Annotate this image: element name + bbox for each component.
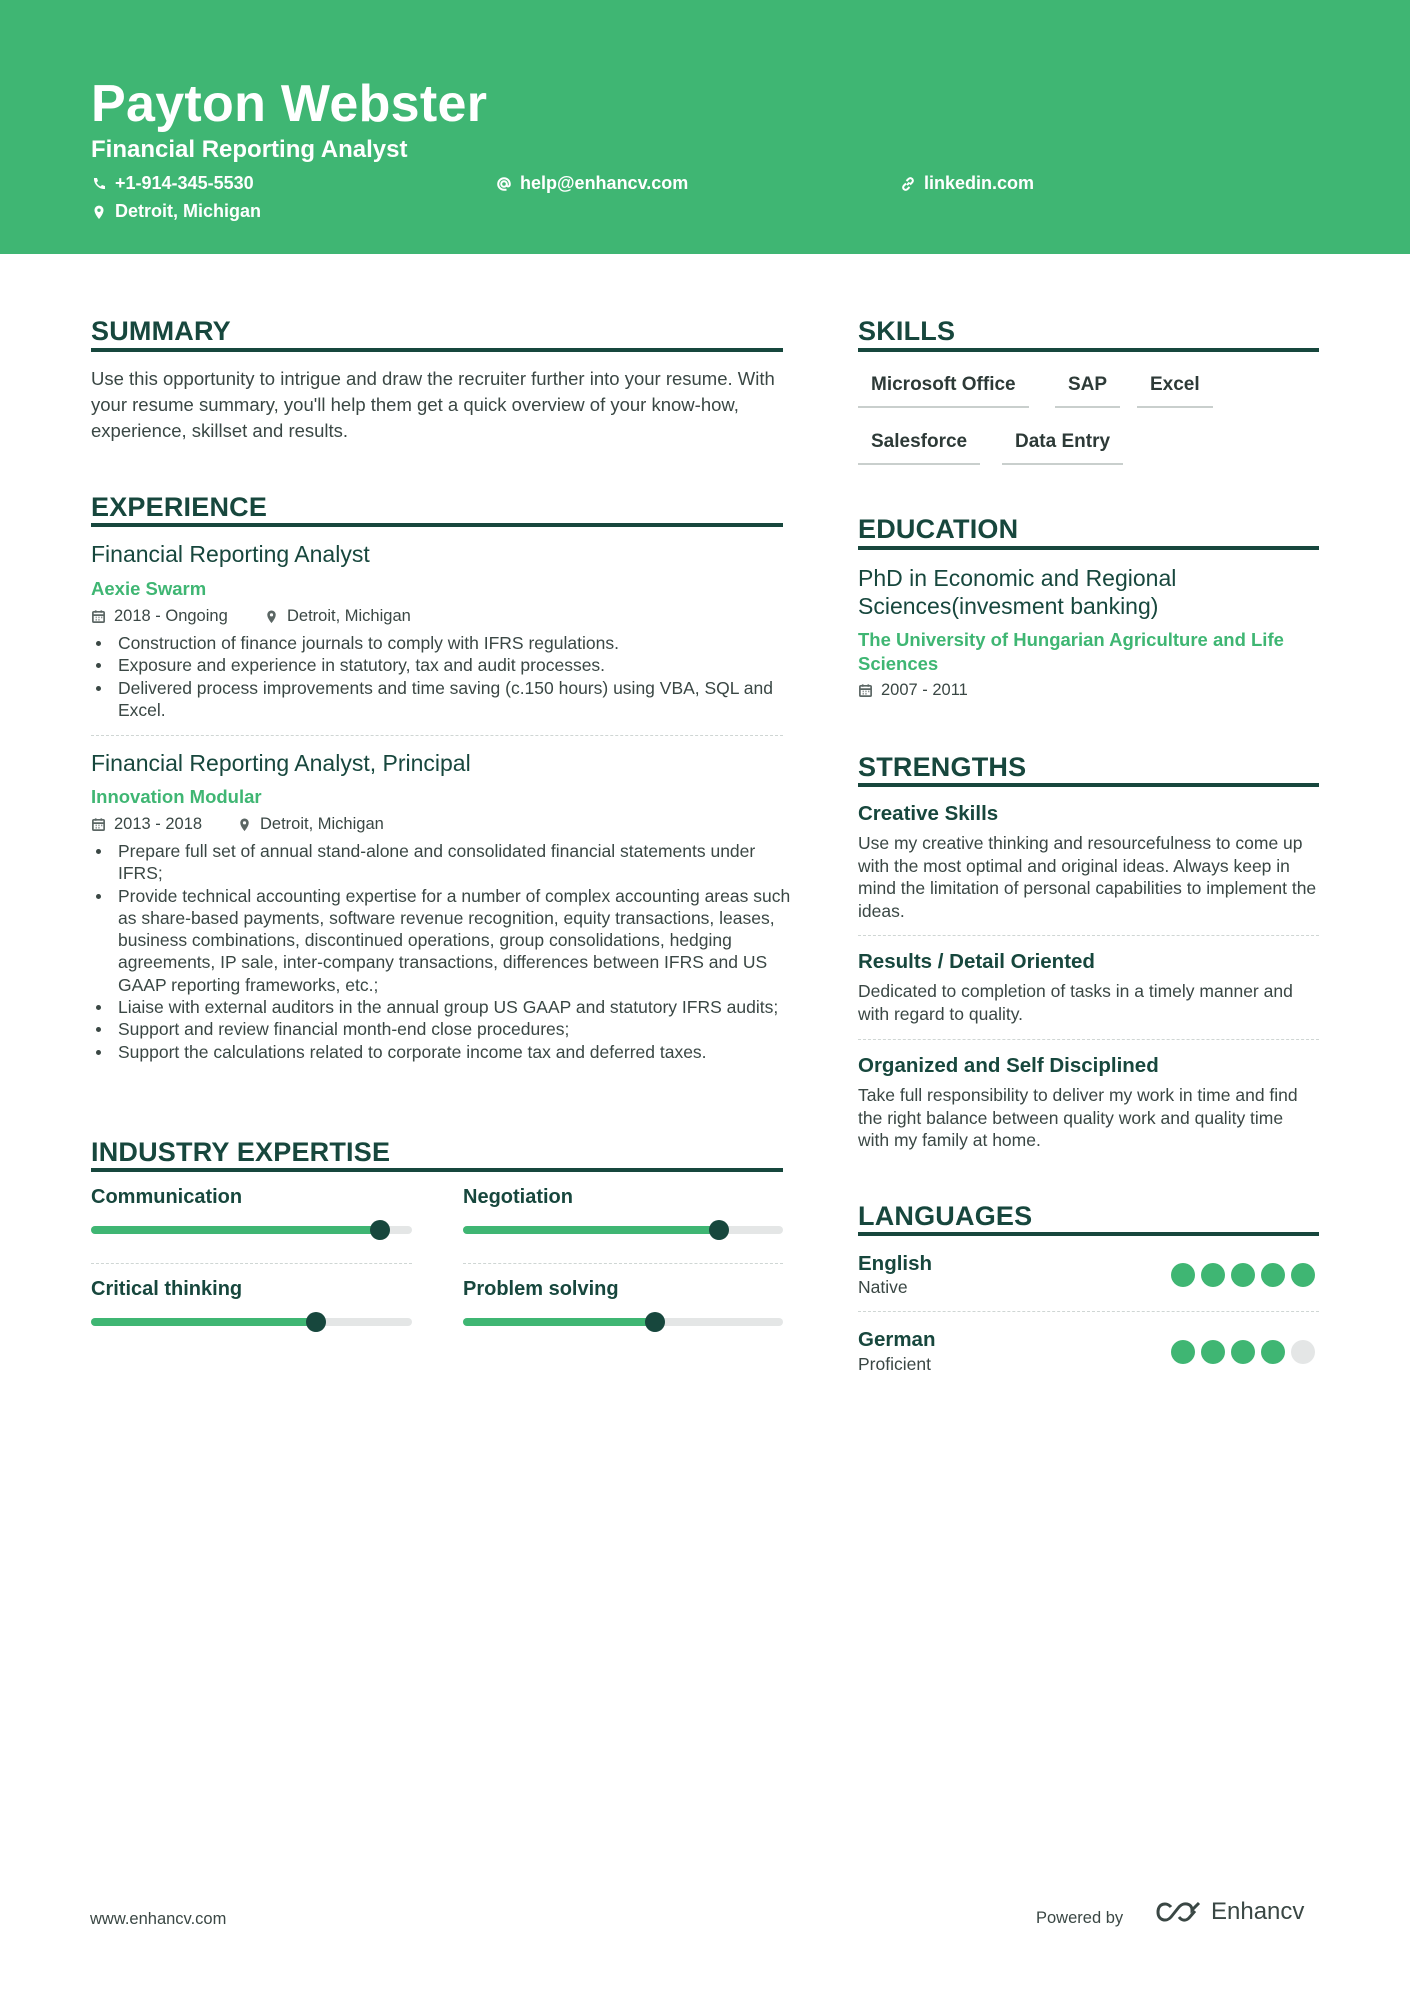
language-level: Proficient [858,1354,931,1374]
strengths-rule [858,783,1319,787]
rating-dot-filled [1231,1340,1255,1364]
strengths-heading: STRENGTHS [858,752,1027,782]
company-name: Aexie Swarm [91,578,207,599]
link-icon [900,176,916,192]
location-text: Detroit, Michigan [115,201,262,221]
education-dates-text: 2007 - 2011 [881,681,968,699]
summary-text: Use this opportunity to intrigue and draw the recruiter further into your resume. With your resume summary, you'll help them get a quick overview of your know-how, experience, skillset and results. [91,368,775,441]
calendar-icon [91,609,106,624]
at-icon [496,176,512,192]
location-pin-icon [91,204,107,220]
skill-tag: Salesforce [858,427,980,465]
experience-rule [91,523,783,527]
rating-dot-filled [1171,1263,1195,1287]
rating-dot-filled [1231,1263,1255,1287]
school-name: The University of Hungarian Agriculture and Life Sciences [858,629,1284,674]
rating-dot-filled [1171,1340,1195,1364]
enhancv-logo-icon [1155,1899,1201,1925]
job-bullets [91,840,791,1063]
job-dates-text: 2018 - Ongoing [114,607,228,625]
job-bullet: Liaise with external auditors in the annual group US GAAP and statutory IFRS audits; [91,996,791,1018]
education-dates [858,681,968,700]
email-text: help@enhancv.com [520,173,689,193]
company-name: Innovation Modular [91,786,262,807]
strength-title: Creative Skills [858,802,999,825]
language-rating [1171,1340,1315,1364]
job-bullet: Provide technical accounting expertise for a number of complex accounting areas such as share-based payments, software revenue recognition, equity transactions, leases, business combinations, discontinued operations, group consolidations, hedging agreements, IP sale, inter-company transactions, differences between IFRS and US GAAP reporting frameworks, etc.; [91,885,791,996]
strength-text: Dedicated to completion of tasks in a timely manner and with regard to quality. [858,981,1293,1024]
job-location [237,815,384,834]
strength-text: Use my creative thinking and resourcefulness to come up with the most optimal and original ideas. Always keep in mind the limitation of personal capabilities to implement the ideas. [858,833,1317,921]
header-banner [0,0,1410,254]
languages-rule [858,1232,1319,1236]
languages-heading: LANGUAGES [858,1201,1033,1231]
expertise-bar-knob [709,1220,729,1240]
education-heading: EDUCATION [858,514,1019,544]
industry-expertise-heading: INDUSTRY EXPERTISE [91,1137,391,1167]
expertise-bar-knob [306,1312,326,1332]
job-bullets [91,632,791,721]
phone-contact[interactable] [91,173,254,194]
language-name: English [858,1252,933,1275]
job-location-text: Detroit, Michigan [260,815,384,833]
candidate-role: Financial Reporting Analyst [91,136,408,163]
job-dates [91,607,228,626]
expertise-divider [463,1263,783,1264]
language-divider [858,1311,1319,1312]
summary-heading: SUMMARY [91,316,231,346]
expertise-divider [91,1263,412,1264]
skill-tag: SAP [1055,370,1120,408]
email-contact[interactable] [496,173,688,194]
language-level: Native [858,1277,908,1297]
skills-rule [858,348,1319,352]
skills-heading: SKILLS [858,316,956,346]
skill-tag: Microsoft Office [858,370,1029,408]
linkedin-contact[interactable] [900,173,1034,194]
expertise-bar-fill [91,1226,380,1234]
rating-dot-empty [1291,1340,1315,1364]
language-name: German [858,1328,936,1351]
strength-divider [858,935,1319,936]
expertise-name: Communication [91,1186,243,1208]
brand-logo [1155,1898,1304,1926]
expertise-bar [91,1318,412,1326]
expertise-bar [91,1226,412,1234]
summary-rule [91,348,783,352]
expertise-bar-fill [463,1318,655,1326]
strength-text: Take full responsibility to deliver my work in time and find the right balance between quality work and quality time with my family at home. [858,1085,1298,1150]
job-bullet: Support and review financial month-end close procedures; [91,1018,791,1040]
expertise-name: Negotiation [463,1186,573,1208]
job-dates [91,815,202,834]
rating-dot-filled [1291,1263,1315,1287]
industry-expertise-rule [91,1168,783,1172]
location-pin-icon [264,609,279,624]
degree-title: PhD in Economic and Regional Sciences(invesment banking) [858,565,1177,619]
expertise-name: Problem solving [463,1278,619,1300]
footer-url[interactable]: www.enhancv.com [90,1910,227,1928]
language-rating [1171,1263,1315,1287]
strength-title: Organized and Self Disciplined [858,1054,1159,1077]
expertise-bar [463,1318,783,1326]
rating-dot-filled [1261,1263,1285,1287]
strength-divider [858,1039,1319,1040]
skill-tag: Excel [1137,370,1213,408]
candidate-name: Payton Webster [91,75,488,133]
rating-dot-filled [1201,1263,1225,1287]
expertise-bar-fill [463,1226,719,1234]
education-rule [858,546,1319,550]
experience-heading: EXPERIENCE [91,492,268,522]
location-contact [91,201,261,222]
expertise-name: Critical thinking [91,1278,243,1300]
job-title: Financial Reporting Analyst, Principal [91,750,471,776]
calendar-icon [91,817,106,832]
job-location-text: Detroit, Michigan [287,607,411,625]
job-location [264,607,411,626]
expertise-bar-knob [370,1220,390,1240]
linkedin-text: linkedin.com [924,173,1035,193]
expertise-bar [463,1226,783,1234]
job-bullet: Support the calculations related to corporate income tax and deferred taxes. [91,1041,791,1063]
rating-dot-filled [1261,1340,1285,1364]
job-bullet: Prepare full set of annual stand-alone and consolidated financial statements under IFRS; [91,840,791,885]
job-bullet: Exposure and experience in statutory, tax and audit processes. [91,654,791,676]
calendar-icon [858,683,873,698]
expertise-bar-fill [91,1318,316,1326]
rating-dot-filled [1201,1340,1225,1364]
location-pin-icon [237,817,252,832]
phone-icon [91,176,107,192]
job-title: Financial Reporting Analyst [91,541,370,567]
skill-tag: Data Entry [1002,427,1123,465]
powered-by-label: Powered by [1036,1909,1124,1927]
phone-text: +1-914-345-5530 [115,173,254,193]
job-divider [91,735,783,736]
job-bullet: Construction of finance journals to comply with IFRS regulations. [91,632,791,654]
job-dates-text: 2013 - 2018 [114,815,203,833]
job-bullet: Delivered process improvements and time saving (c.150 hours) using VBA, SQL and Excel. [91,677,791,722]
brand-name: Enhancv [1211,1898,1305,1925]
strength-title: Results / Detail Oriented [858,950,1095,973]
expertise-bar-knob [645,1312,665,1332]
